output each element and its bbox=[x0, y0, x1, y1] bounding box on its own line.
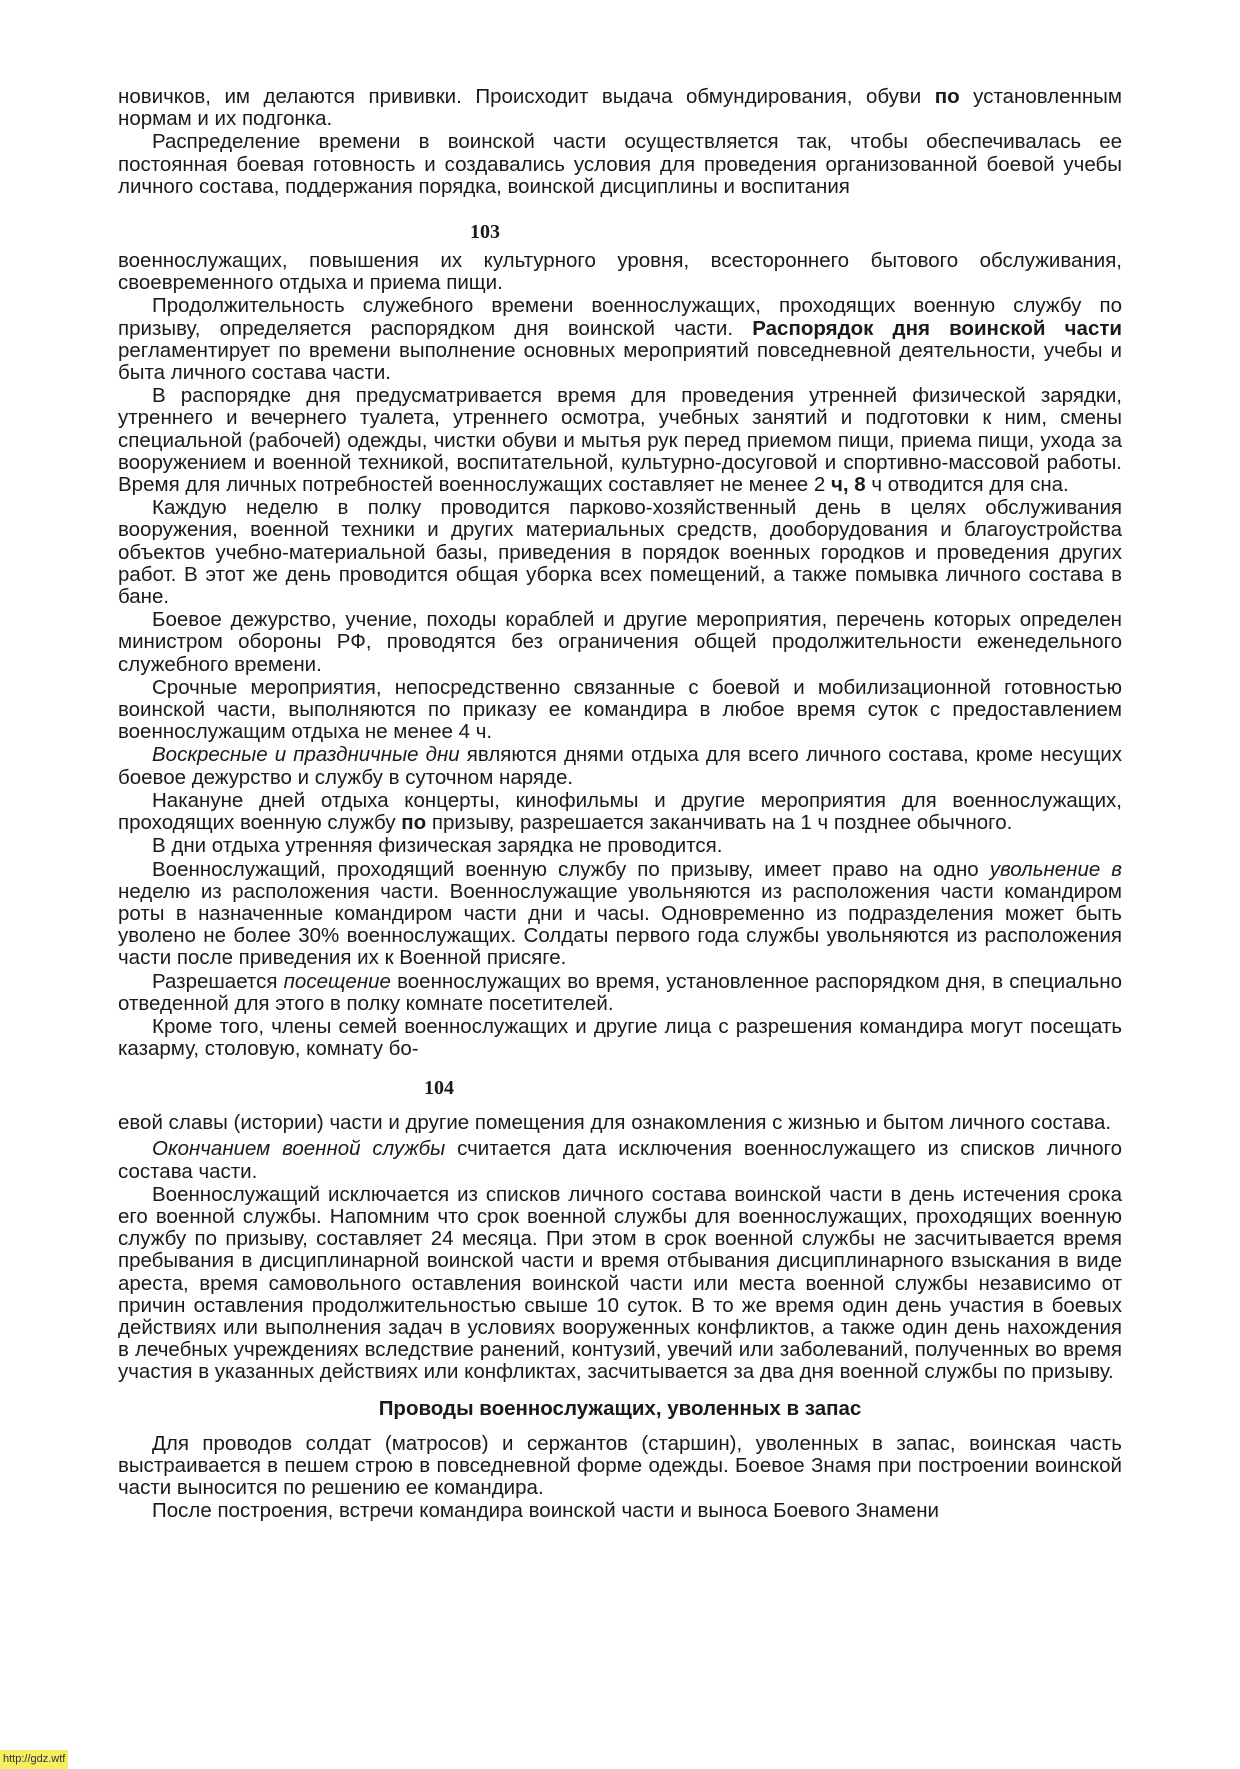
paragraph: Кроме того, члены семей военнослужащих и другие лица с разрешения командира могут посещать казарму, столовую, комнату бо- bbox=[118, 1014, 1122, 1061]
section-heading: Проводы военнослужащих, уволенных в запас bbox=[378, 1396, 862, 1420]
paragraph: Военнослужащий, проходящий военную службу по призыву, имеет право на одно увольнение в неделю из расположения части. Военнослужащие увольняются из расположения части командиром роты в назначенные командиром части дни и часы. Одновременно из подразделения может быть уволено не более 30% военнослужащих. Солдаты первого года службы увольняются из расположения части после приведения их к Военной присяге. bbox=[118, 857, 1122, 970]
paragraph: Военнослужащий исключается из списков личного состава воинской части в день истечения срока его военной службы. Напомним что срок военной службы для военнослужащих, проходящих военную службу по призыву, составляет 24 месяца. При этом в срок военной службы не засчитывается время пребывания в дисциплинарной воинской части и время отбывания дисциплинарного взыскания в виде ареста, время самовольного оставления воинской части или места военной службы независимо от причин оставления продолжительностью свыше 10 суток. В то же время один день участия в боевых действиях или выполнения задач в условиях вооруженных конфликтов, а также один день нахождения в лечебных учреждениях вследствие ранений, контузий, увечий или заболеваний, полученных во время участия в указанных действиях или конфликтах, засчитывается за два дня военной службы по призыву. bbox=[118, 1182, 1122, 1384]
paragraph: Срочные мероприятия, непосредственно связанные с боевой и мобилизационной готовностью воинской части, выполняются по приказу ее командира в любое время суток с предоставлением военнослужащим отдыха не менее 4 ч. bbox=[118, 675, 1122, 744]
paragraph: В распорядке дня предусматривается время для проведения утренней физической зарядки, утреннего и вечернего туалета, утреннего осмотра, учебных занятий и подготовки к ним, смены специальной (рабочей) одежды, чистки обуви и мытья рук перед приемом пищи, приема пищи, ухода за вооружением и военной техникой, воспитательной, культурно-досуговой и спортивно-массовой работы. Время для личных потребностей военнослужащих составляет не менее 2 ч, 8 ч отводится для сна. bbox=[118, 384, 1122, 497]
section-send-off bbox=[118, 1433, 1122, 1523]
paragraph: В дни отдыха утренняя физическая зарядка не проводится. bbox=[152, 834, 723, 858]
document-page bbox=[118, 86, 1122, 1522]
paragraph: Для проводов солдат (матросов) и сержантов (старшин), уволенных в запас, воинская часть выстраивается в пешем строю в повседневной форме одежды. Боевое Знамя при построении воинской части выносится по решению ее командира. bbox=[118, 1431, 1122, 1499]
section-top bbox=[118, 86, 1122, 198]
page-number: 104 bbox=[424, 1077, 454, 1100]
paragraph: Окончанием военной службы считается дата исключения военнослужащего из списков личного состава части. bbox=[118, 1137, 1122, 1183]
paragraph: Каждую неделю в полку проводится парково-хозяйственный день в целях обслуживания вооружения, военной техники и других материальных средств, дооборудования и благоустройства объектов учебно-материальной базы, приведения в порядок военных городков и проведения других работ. В этот же день проводится общая уборка всех помещений, а также помывка личного состава в бане. bbox=[118, 496, 1122, 609]
section-page-104 bbox=[118, 1108, 1122, 1383]
paragraph: Разрешается посещение военнослужащих во время, установленное распорядком дня, в специально отведенной для этого в полку комнате посетителей. bbox=[118, 969, 1123, 1015]
paragraph: военнослужащих, повышения их культурного уровня, всестороннего бытового обслуживания, своевременного отдыха и приема пищи. bbox=[118, 249, 1122, 295]
section-page-103 bbox=[118, 250, 1122, 1060]
paragraph: Распределение времени в воинской части осуществляется так, чтобы обеспечивалась ее постоянная боевая готовность и создавались условия для проведения организованной боевой учебы личного состава, поддержания порядка, воинской дисциплины и воспитания bbox=[118, 130, 1122, 198]
paragraph: Накануне дней отдыха концерты, кинофильмы и другие мероприятия для военнослужащих, проходящих военную службу по призыву, разрешается заканчивать на 1 ч позднее обычного. bbox=[118, 788, 1122, 835]
paragraph: евой славы (истории) части и другие помещения для ознакомления с жизнью и бытом личного состава. bbox=[118, 1111, 1112, 1135]
paragraph: новичков, им делаются прививки. Происходит выдача обмундирования, обуви по установленным нормам и их подгонка. bbox=[118, 85, 1122, 131]
page-number: 103 bbox=[470, 221, 500, 244]
paragraph: После построения, встречи командира воинской части и выноса Боевого Знамени bbox=[152, 1499, 939, 1523]
paragraph: Боевое дежурство, учение, походы кораблей и другие мероприятия, перечень которых определен министром обороны РФ, проводятся без ограничения общей продолжительности еженедельного служебного времени. bbox=[118, 608, 1122, 676]
paragraph: Продолжительность служебного времени военнослужащих, проходящих военную службу по призыву, определяется распорядком дня воинской части. Распорядок дня воинской части регламентирует по времени выполнение основных мероприятий повседневной деятельности, учебы и быта личного состава части. bbox=[118, 294, 1122, 385]
paragraph: Воскресные и праздничные дни являются днями отдыха для всего личного состава, кроме несущих боевое дежурство и службу в суточном наряде. bbox=[118, 743, 1122, 789]
source-link[interactable]: http://gdz.wtf bbox=[0, 1750, 68, 1769]
